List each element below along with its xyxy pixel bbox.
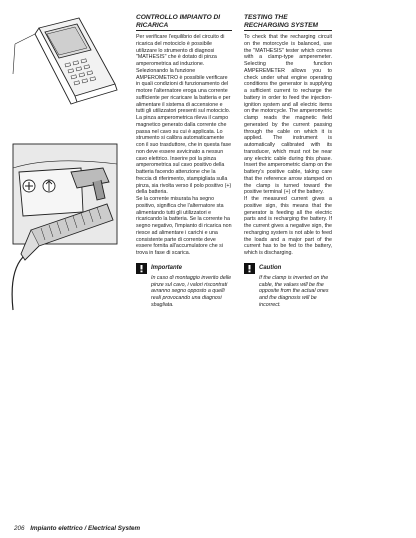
paragraph-it-1: Per verificare l'equilibrio del circuito di ricarica del motociclo è possibile utilizzare lo strumento di diagnosi "MATHESIS" che è dotato di pinza amperometrica ad induzione. xyxy=(136,34,225,68)
paragraph-en-2: If the measured current gives a positive sign, this means that the generator is feeding all the electric parts and is recharging the battery. If the current gives a negative sign, the recharging system is not able to feed the loads and a major part of the current has to be fed to the battery, which is discharging. xyxy=(244,196,332,257)
section-title-en: TESTING THE RECHARGING SYSTEM xyxy=(244,14,332,31)
warning-icon xyxy=(244,263,255,274)
note-body-en: If the clamp is inverted on the cable, the values will be the opposite from the actual ones and the diagnosis will be incorrect. xyxy=(259,274,329,308)
battery-clamp-illustration xyxy=(11,142,119,312)
italian-column xyxy=(136,14,232,309)
note-title-en: Caution xyxy=(259,265,282,272)
mathesis-tester-illustration xyxy=(11,14,119,115)
paragraph-it-2: Selezionando la funzione AMPEROMETRO è possibile verificare in quali condizioni di funzionamento del motore l'alternatore eroga una corrente sufficiente per ricaricare la batteria e per alimentare il sistema di accensione e tutti gli utilizzatori presenti sul motociclo. La pinza amperometrica rileva il campo magnetico generato dalla corrente che passa nel cavo su cui è applicata. Lo strumento si calibra automaticamente con il suo trasduttore, che in questa fase non deve essere avvicinato a nessun cavo elettrico. Inserire poi la pinza amperometrica sul cavo positivo della batteria facendo attenzione che la freccia di riferimento, stampigliata sulla pinza, sia rivolta verso il polo positivo (+) della batteria. xyxy=(136,67,232,196)
page-footer xyxy=(14,525,140,532)
section-title-it: CONTROLLO IMPIANTO DI RICARICA xyxy=(136,14,232,31)
caution-note xyxy=(244,263,332,309)
page-number: 206 xyxy=(14,525,25,532)
footer-title-it: Impianto elettrico xyxy=(30,525,83,532)
warning-icon xyxy=(136,263,147,274)
english-column xyxy=(244,14,332,309)
mathesis-tester-icon xyxy=(11,14,119,115)
paragraph-it-3: Se la corrente misurata ha segno positivo, significa che l'alternatore sta alimentando tutti gli utilizzatori e ricaricando la batteria. Se la corrente ha segno negativo, l'impianto di ricarica non riesce ad alimentare i carichi e una consistente parte di corrente deve essere fornita all'accumulatore che si trova in fase di scarica. xyxy=(136,196,232,257)
note-title-it: Importante xyxy=(151,265,183,272)
paragraph-en-1: To check that the recharging circuit on the motorcycle is balanced, use the "MATHESIS" tester which comes with a clamp-type amperemeter. Selecting the function AMPEREMETER allows you to check under what engine operating conditions the generator is supplying a sufficient current to recharge the battery in order to feed the injection-ignition system and all electric items on the motorcycle. The amperometric clamp reads the magnetic field generated by the current passing through the cable on which it is applied. The instrument is automatically calibrated with its transducer, which must not be near any electric cable during this phase. Insert the amperometric clamp on the battery's positive cable, taking care that the reference arrow stamped on the clamp is turned toward the positive terminal (+) of the battery. xyxy=(244,34,332,196)
important-note xyxy=(136,263,232,309)
footer-title-en: Electrical System xyxy=(88,525,141,532)
battery-clamp-icon xyxy=(11,142,119,312)
note-body-it: In caso di montaggio inverito delle pinze sul cavo, i valori riscontrati avranno segno opposto a quelli reali provocando una diagnosi sbagliata. xyxy=(151,274,232,308)
footer-separator: / xyxy=(84,525,87,532)
